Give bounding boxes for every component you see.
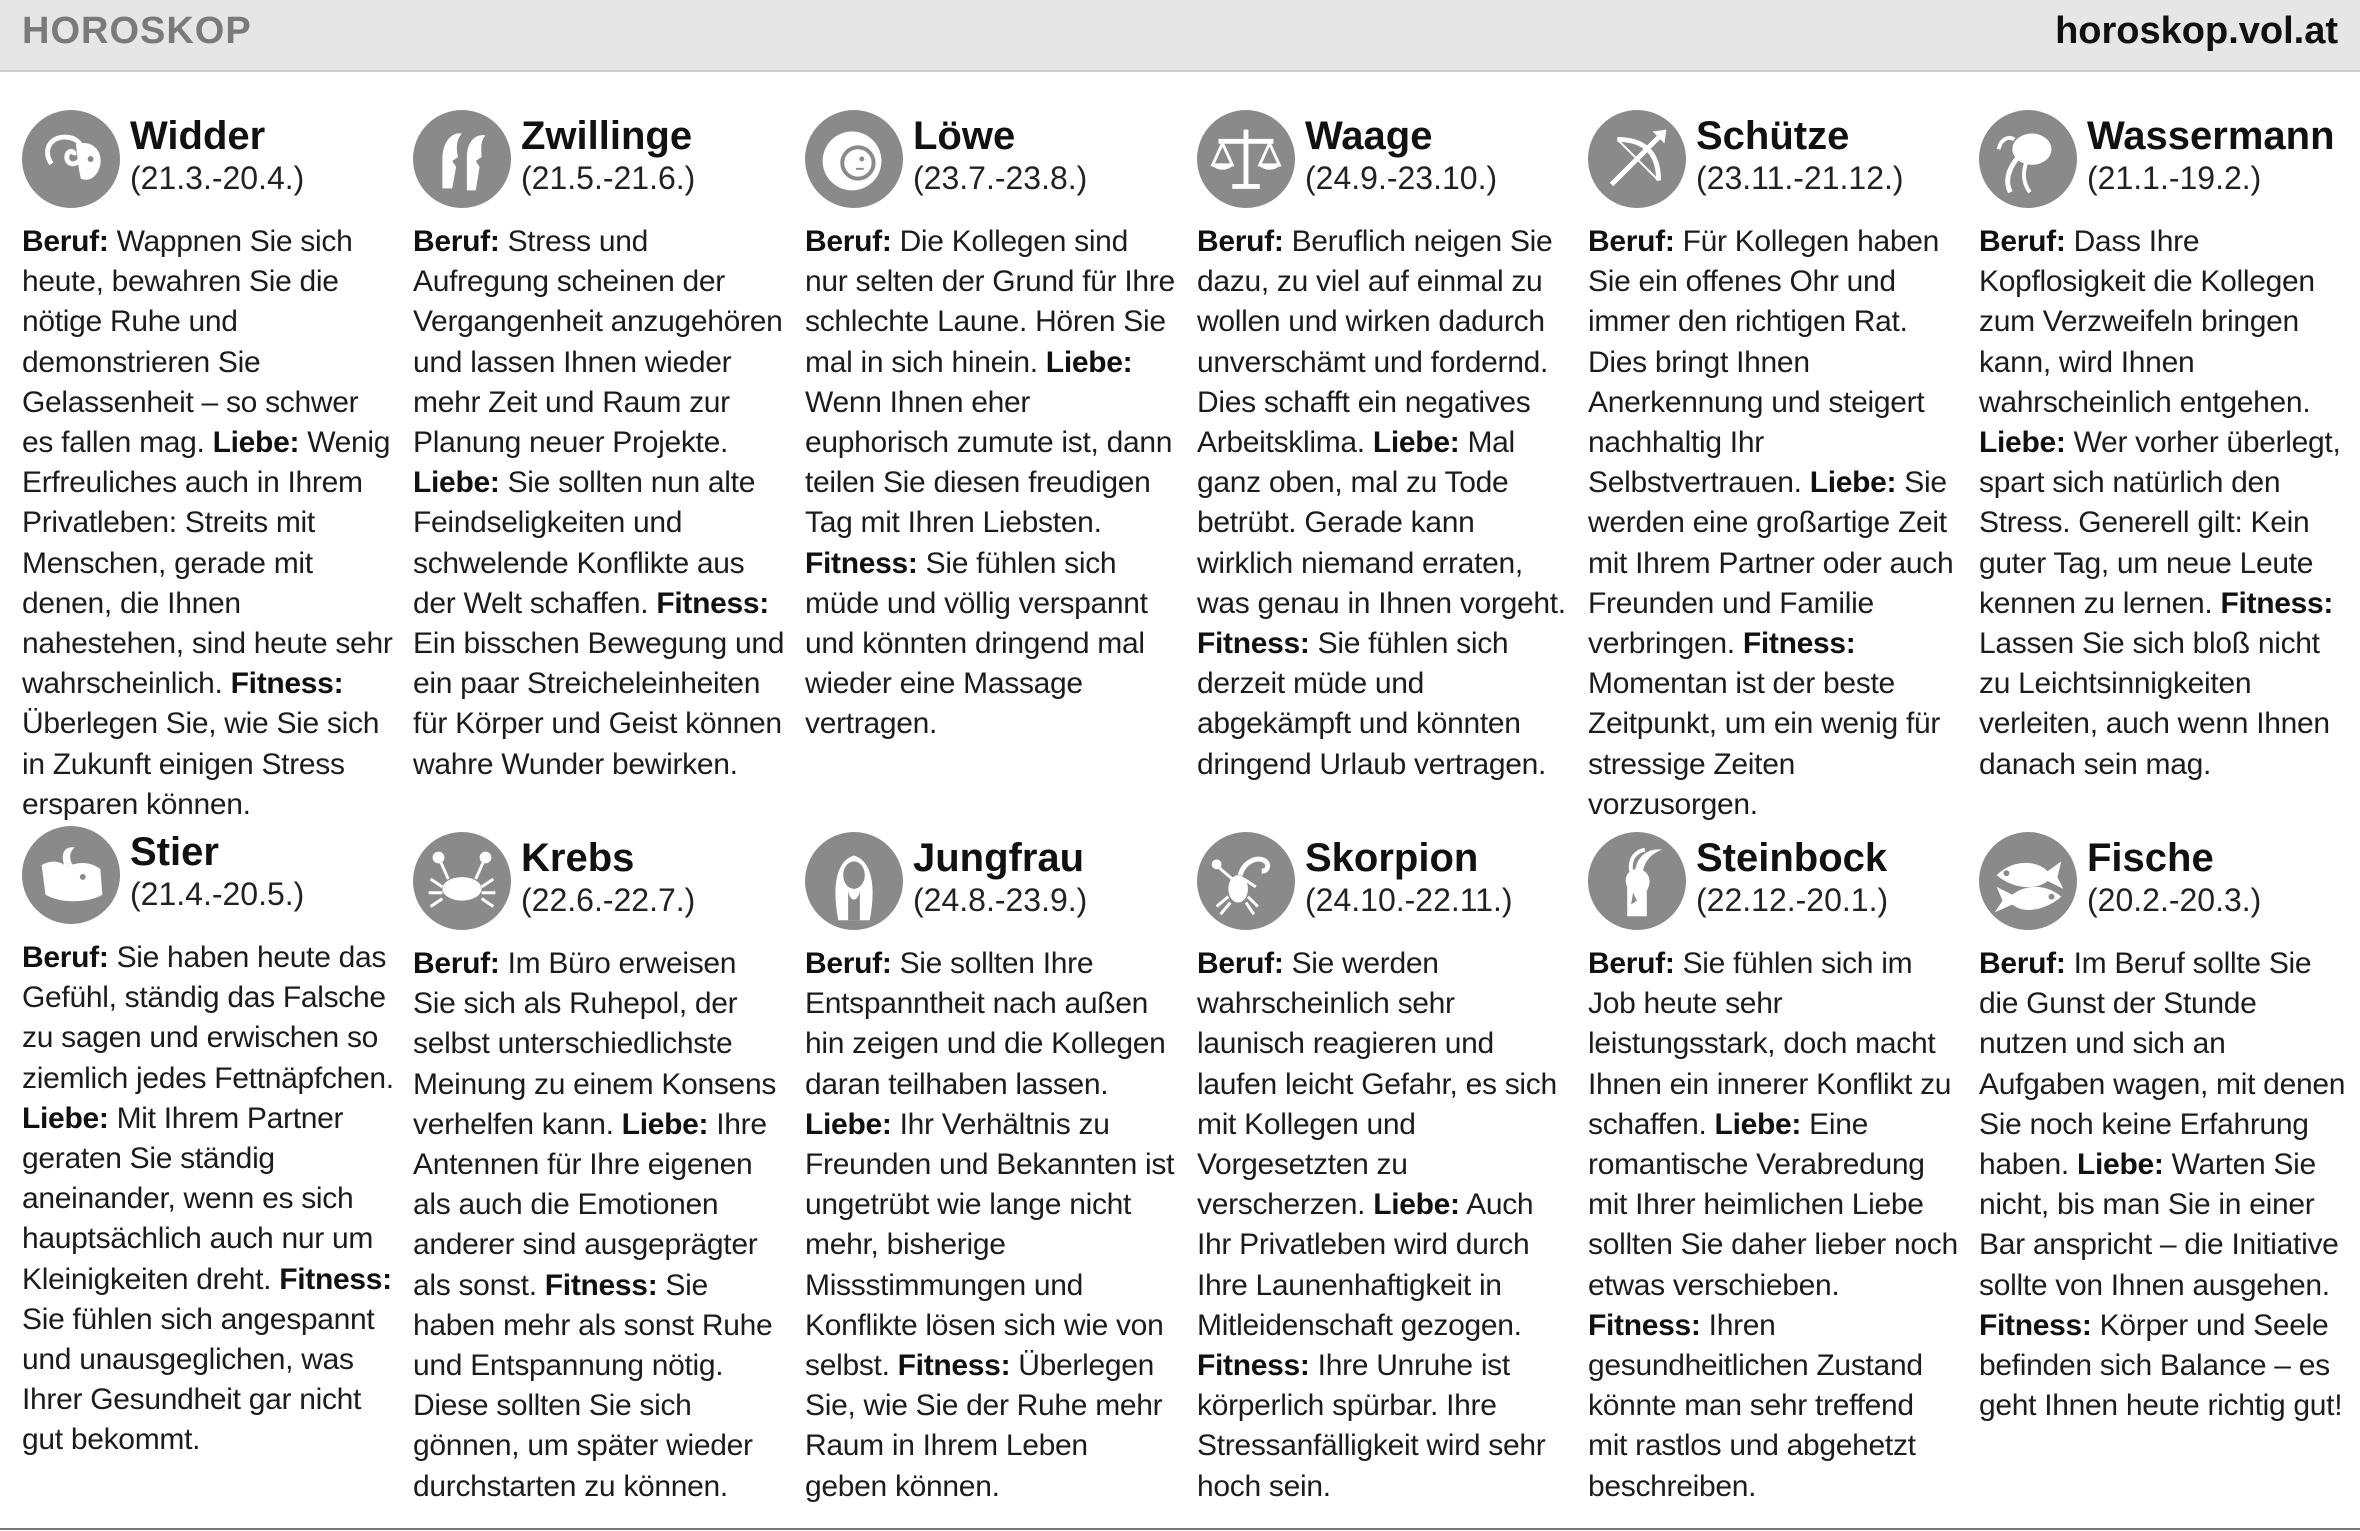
- virgin-icon: [805, 832, 903, 930]
- sign-name: Widder: [130, 114, 266, 158]
- sign-skorpion: [1197, 832, 1569, 1507]
- ram-icon: [22, 110, 120, 208]
- goat-icon: [1588, 832, 1686, 930]
- sign-dates: (22.6.-22.7.): [521, 882, 696, 918]
- sign-loewe: [805, 110, 1177, 745]
- sign-text: Beruf: Sie sollten Ihre Entspanntheit nach außen hin zeigen und die Kollegen daran teilhaben lassen. Liebe: Ihr Verhältnis zu Freunden und Bekannten ist ungetrübt wie lange nicht mehr, bisherige Missstimmungen und Konflikte lösen sich wie von selbst. Fitness: Überlegen Sie, wie Sie der Ruhe mehr Raum in Ihrem Leben geben können.: [805, 947, 1175, 1503]
- sign-text: Beruf: Die Kollegen sind nur selten der Grund für Ihre schlechte Laune. Hören Sie mal in sich hinein. Liebe: Wenn Ihnen eher euphorisch zumute ist, dann teilen Sie diesen freudigen Tag mit Ihren Liebsten. Fitness: Sie fühlen sich müde und völlig verspannt und könnten dringend mal wieder eine Massage vertragen.: [805, 225, 1175, 741]
- sign-text: Beruf: Stress und Aufregung scheinen der Vergangenheit anzugehören und lassen Ihnen wieder mehr Zeit und Raum zur Planung neuer Projekte. Liebe: Sie sollten nun alte Feindseligkeiten und schwelende Konflikte aus der Welt schaffen. Fitness: Ein bisschen Bewegung und ein paar Streicheleinheiten für Körper und Geist können wahre Wunder bewirken.: [413, 225, 785, 781]
- header-bar: [0, 0, 2360, 72]
- sign-zwillinge: [413, 110, 785, 785]
- sign-jungfrau: [805, 832, 1177, 1507]
- sign-stier: [22, 826, 394, 1461]
- sign-name: Steinbock: [1696, 836, 1888, 880]
- sign-dates: (23.7.-23.8.): [913, 160, 1088, 196]
- sign-name: Wassermann: [2087, 114, 2335, 158]
- sign-dates: (23.11.-21.12.): [1696, 160, 1904, 196]
- sign-dates: (20.2.-20.3.): [2087, 882, 2262, 918]
- sign-dates: (24.10.-22.11.): [1305, 882, 1513, 918]
- scorpion-icon: [1197, 832, 1295, 930]
- twins-icon: [413, 110, 511, 208]
- bow-arrow-icon: [1588, 110, 1686, 208]
- sign-text: Beruf: Für Kollegen haben Sie ein offenes Ohr und immer den richtigen Rat. Dies bringt Ihnen Anerkennung und steigert nachhaltig Ihr Selbstvertrauen. Liebe: Sie werden eine großartige Zeit mit Ihrem Partner oder auch Freunden und Familie verbringen. Fitness: Momentan ist der beste Zeitpunkt, um ein wenig für stressige Zeiten vorzusorgen.: [1588, 225, 1954, 821]
- sign-name: Waage: [1305, 114, 1433, 158]
- sign-fische: [1979, 832, 2351, 1426]
- scales-icon: [1197, 110, 1295, 208]
- sign-dates: (21.4.-20.5.): [130, 876, 305, 912]
- fish-icon: [1979, 832, 2077, 930]
- sign-name: Jungfrau: [913, 836, 1085, 880]
- site-url: horoskop.vol.at: [2055, 10, 2338, 52]
- sign-text: Beruf: Dass Ihre Kopflosigkeit die Kollegen zum Verzweifeln bringen kann, wird Ihnen wahrscheinlich entgehen. Liebe: Wer vorher überlegt, spart sich natürlich den Stress. Generell gilt: Kein guter Tag, um neue Leute kennen zu lernen. Fitness: Lassen Sie sich bloß nicht zu Leichtsinnigkeiten verleiten, auch wenn Ihnen danach sein mag.: [1979, 225, 2341, 781]
- sign-name: Fische: [2087, 836, 2214, 880]
- sign-dates: (21.1.-19.2.): [2087, 160, 2262, 196]
- sign-text: Beruf: Wappnen Sie sich heute, bewahren Sie die nötige Ruhe und demonstrieren Sie Gelassenheit – so schwer es fallen mag. Liebe: Wenig Erfreuliches auch in Ihrem Privatleben: Streits mit Menschen, gerade mit denen, die Ihnen nahestehen, sind heute sehr wahrscheinlich. Fitness: Überlegen Sie, wie Sie sich in Zukunft einigen Stress ersparen können.: [22, 225, 393, 821]
- water-bearer-icon: [1979, 110, 2077, 208]
- sign-waage: [1197, 110, 1569, 785]
- sign-dates: (22.12.-20.1.): [1696, 882, 1889, 918]
- sign-name: Krebs: [521, 836, 635, 880]
- sign-dates: (24.9.-23.10.): [1305, 160, 1498, 196]
- sign-dates: (21.5.-21.6.): [521, 160, 696, 196]
- sign-wassermann: [1979, 110, 2351, 785]
- sign-widder: [22, 110, 394, 825]
- sign-name: Stier: [130, 830, 219, 874]
- sign-steinbock: [1588, 832, 1960, 1507]
- sign-dates: (24.8.-23.9.): [913, 882, 1088, 918]
- sign-text: Beruf: Sie fühlen sich im Job heute sehr leistungsstark, doch macht Ihnen ein innerer Konflikt zu schaffen. Liebe: Eine romantische Verabredung mit Ihrer heimlichen Liebe sollten Sie daher lieber noch etwas verschieben. Fitness: Ihren gesundheitlichen Zustand könnte man sehr treffend mit rastlos und abgehetzt beschreiben.: [1588, 947, 1958, 1503]
- sign-text: Beruf: Im Beruf sollte Sie die Gunst der Stunde nutzen und sich an Aufgaben wagen, mit denen Sie noch keine Erfahrung haben. Liebe: Warten Sie nicht, bis man Sie in einer Bar anspricht – die Initiative sollte von Ihnen ausgehen. Fitness: Körper und Seele befinden sich Balance – es geht Ihnen heute richtig gut!: [1979, 947, 2346, 1423]
- section-title: HOROSKOP: [22, 10, 252, 52]
- sign-text: Beruf: Beruflich neigen Sie dazu, zu viel auf einmal zu wollen und wirken dadurch unverschämt und fordernd. Dies schafft ein negatives Arbeitsklima. Liebe: Mal ganz oben, mal zu Tode betrübt. Gerade kann wirklich niemand erraten, was genau in Ihnen vorgeht. Fitness: Sie fühlen sich derzeit müde und abgekämpft und könnten dringend Urlaub vertragen.: [1197, 225, 1566, 781]
- sign-text: Beruf: Sie werden wahrscheinlich sehr launisch reagieren und laufen leicht Gefahr, es sich mit Kollegen und Vorgesetzten zu verscherzen. Liebe: Auch Ihr Privatleben wird durch Ihre Launenhaftigkeit in Mitleidenschaft gezogen. Fitness: Ihre Unruhe ist körperlich spürbar. Ihre Stressanfälligkeit wird sehr hoch sein.: [1197, 947, 1557, 1503]
- sign-dates: (21.3.-20.4.): [130, 160, 305, 196]
- lion-icon: [805, 110, 903, 208]
- sign-name: Schütze: [1696, 114, 1850, 158]
- sign-text: Beruf: Im Büro erweisen Sie sich als Ruhepol, der selbst unterschiedlichste Meinung zu einem Konsens verhelfen kann. Liebe: Ihre Antennen für Ihre eigenen als auch die Emotionen anderer sind ausgeprägter als sonst. Fitness: Sie haben mehr als sonst Ruhe und Entspannung nötig. Diese sollten Sie sich gönnen, um später wieder durchstarten zu können.: [413, 947, 777, 1503]
- sign-name: Zwillinge: [521, 114, 693, 158]
- sign-schuetze: [1588, 110, 1960, 825]
- bottom-divider: [0, 1528, 2360, 1530]
- crab-icon: [413, 832, 511, 930]
- sign-krebs: [413, 832, 785, 1507]
- bull-icon: [22, 826, 120, 924]
- sign-name: Löwe: [913, 114, 1016, 158]
- sign-text: Beruf: Sie haben heute das Gefühl, ständig das Falsche zu sagen und erwischen so ziemlich jedes Fettnäpfchen. Liebe: Mit Ihrem Partner geraten Sie ständig aneinander, wenn es sich hauptsächlich auch nur um Kleinigkeiten dreht. Fitness: Sie fühlen sich angespannt und unausgeglichen, was Ihrer Gesundheit gar nicht gut bekommt.: [22, 941, 394, 1457]
- sign-name: Skorpion: [1305, 836, 1479, 880]
- horoscope-grid: [0, 72, 2360, 1531]
